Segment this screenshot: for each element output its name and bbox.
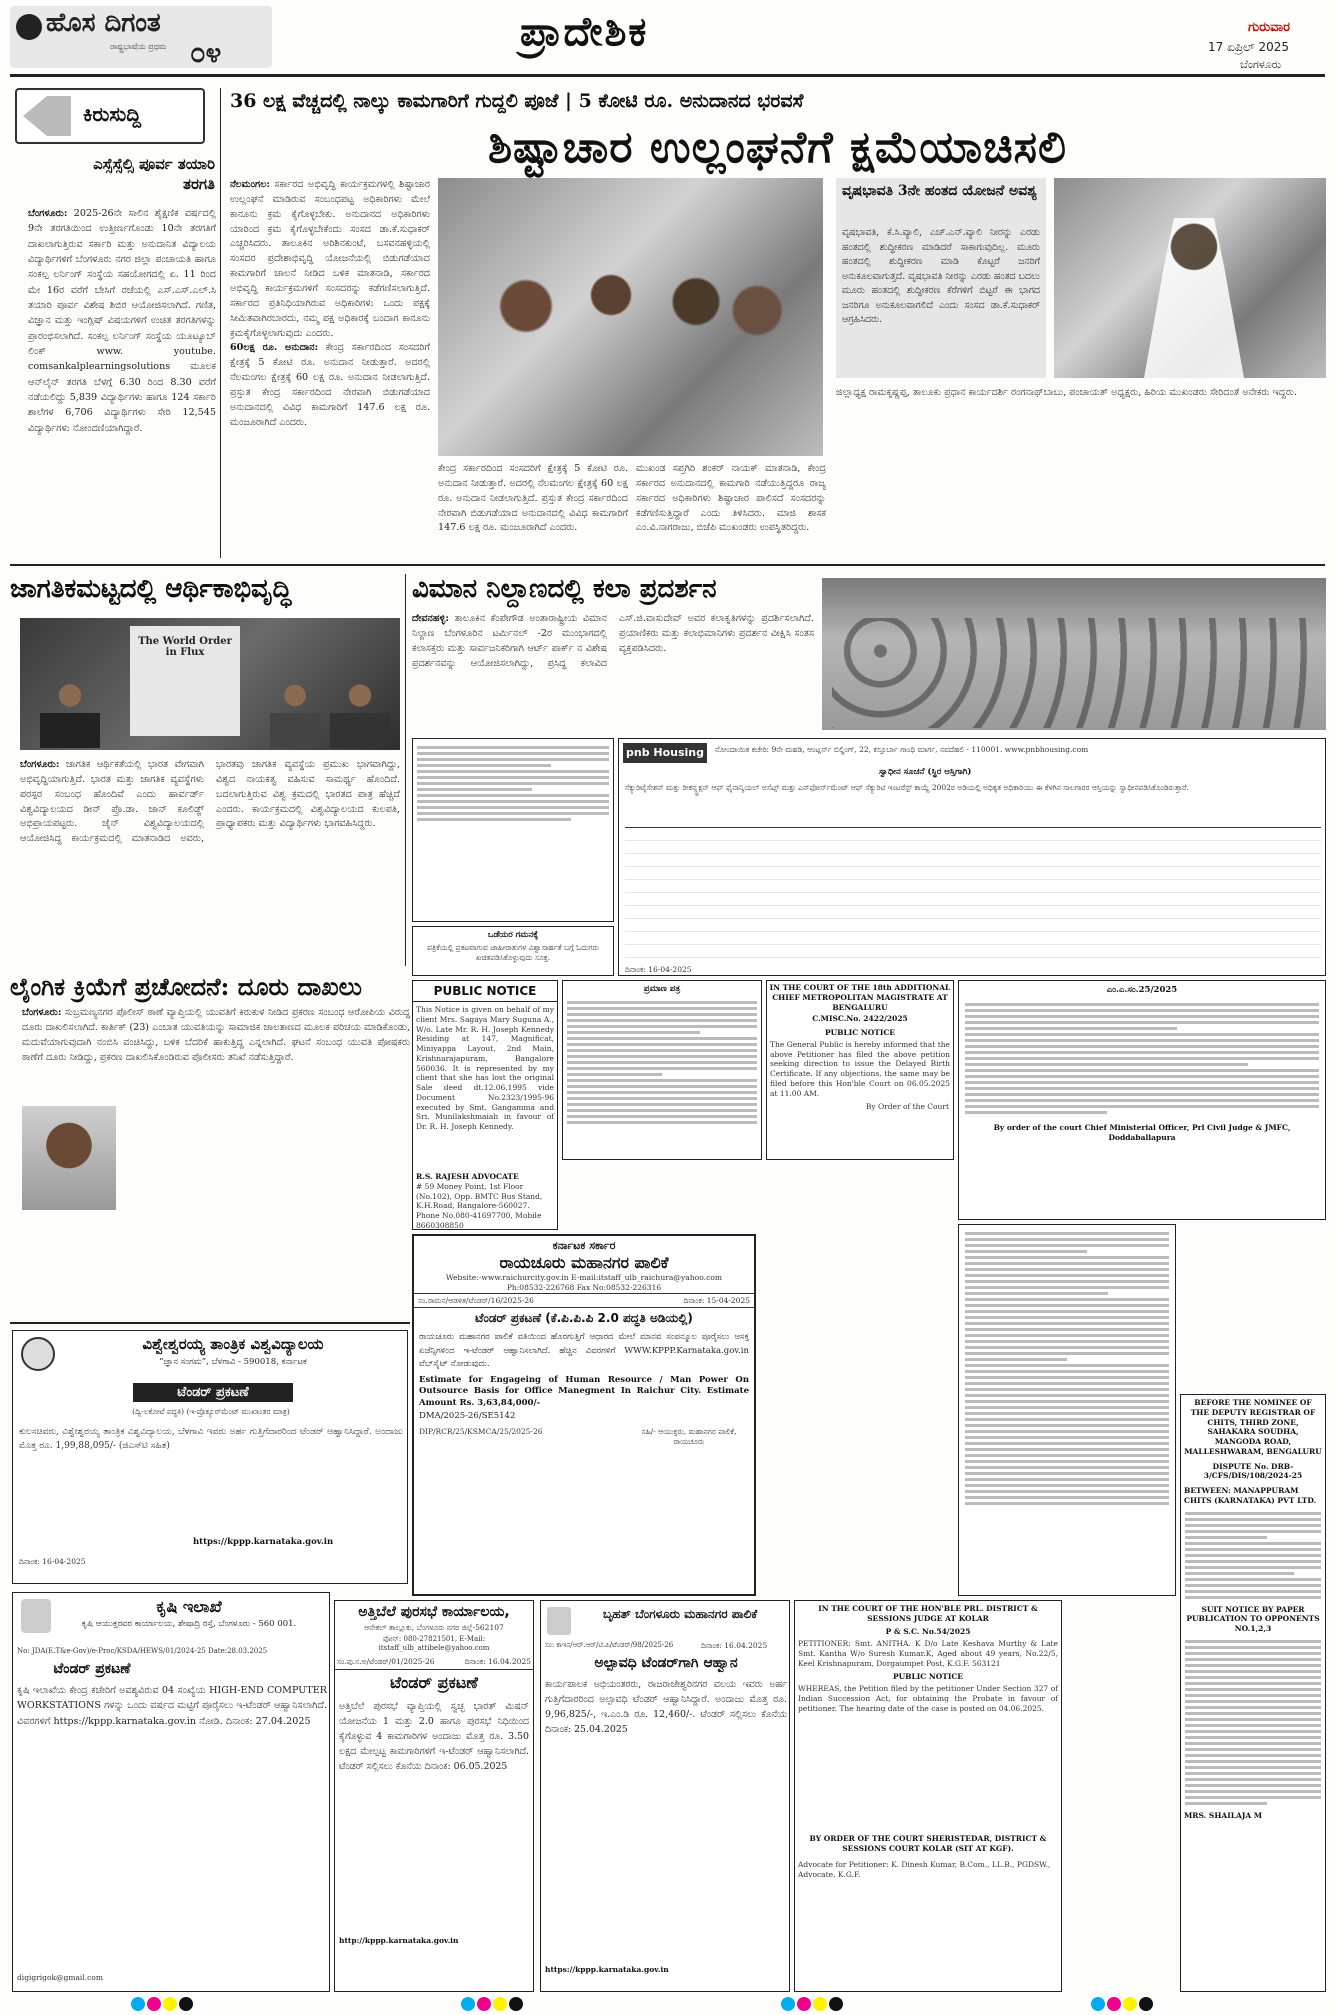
vtu-site[interactable]: https://kppp.karnataka.gov.in: [193, 1537, 334, 1547]
bbmp-date: ದಿನಾಂಕ: 16.04.2025: [701, 1641, 768, 1650]
krishi-title: ಟೆಂಡರ್ ಪ್ರಕಟಣೆ: [53, 1661, 131, 1677]
hand-icon: [23, 96, 71, 136]
court-notice-title: IN THE COURT OF THE 18th ADDITIONAL CHIEF METROPOLITAN MAGISTRATE AT BENGALURU: [769, 983, 951, 1012]
attibele-title: ಟೆಂಡರ್ ಪ್ರಕಟಣೆ: [390, 1672, 478, 1692]
print-marks: [130, 1996, 1230, 2008]
public-notice-title: PUBLIC NOTICE: [413, 981, 557, 1002]
attibele-site[interactable]: http://kppp.karnataka.gov.in: [339, 1935, 459, 1945]
column-divider: [220, 88, 221, 558]
raichur-indent: DMA/2025-26/SE5142: [419, 1411, 516, 1422]
bbmp-emblem-icon: [547, 1607, 571, 1635]
issue-day: ಗುರುವಾರ: [1248, 20, 1290, 35]
brand-logo: [10, 6, 272, 68]
vrushabhavathi-headline: ವೃಷಭಾವತಿ 3ನೇ ಹಂತದ ಯೋಜನೆ ಅವಶ್ಯ: [842, 183, 1037, 199]
chits-between: BETWEEN: MANAPPURAM CHITS (KARNATAKA) PVT LTD.: [1184, 1486, 1317, 1505]
economy-headline: ಜಾಗತಿಕಮಟ್ಟದಲ್ಲಿ ಆರ್ಥಿಕಾಭಿವೃದ್ಧಿ: [10, 574, 292, 604]
economy-photo: [20, 618, 400, 750]
brand-name: ಹೊಸ ದಿಗಂತ: [46, 8, 161, 38]
lead-body-col3: ಮುಖಂಡ ಸಪ್ತಗಿರಿ ಶಂಕರ್ ನಾಯಕ್ ಮಾತನಾಡಿ, ಕೇಂದ್ರ ಸರ್ಕಾರದ ಅನುದಾನದಲ್ಲಿ ಕಾಮಗಾರಿ ನಡೆಯುತ್ತಿದ್ದರೂ ರಾಜ್ಯ ಸರ್ಕಾರದ ಅಧಿಕಾರಿಗಳು ಶಿಷ್ಟಾಚಾರ ಪಾಲಿಸದೆ ಸಂಸದರನ್ನು ಕಡೆಗಣಿಸುತ್ತಿದ್ದಾರೆ ಎಂದು ತಿಳಿಸಿದರು. ಮಾಜಿ ಶಾಸಕ ಎಂ.ವಿ.ನಾಗರಾಜು, ಬಿಜೆಪಿ ಮುಖಂಡರು ಉಪಸ್ಥಿತರಿದ್ದರು.: [636, 463, 826, 534]
economy-banner: [130, 626, 240, 736]
vtu-name: ವಿಶ್ವೇಶ್ವರಯ್ಯ ತಾಂತ್ರಿಕ ವಿಶ್ವವಿದ್ಯಾಲಯ: [142, 1335, 324, 1353]
vrushabhavathi-panel: [836, 178, 1046, 378]
attibele-ref: ಸಂ.ಪು.ಸ.ಅ/ಟೆಂಡರ್/01/2025-26: [337, 1656, 435, 1666]
kolar-court-notice: [794, 1600, 1062, 1992]
court-notice-bengaluru: [766, 980, 954, 1160]
raichur-name: ರಾಯಚೂರು ಮಹಾನಗರ ಪಾಲಿಕೆ: [499, 1253, 669, 1272]
public-notice-body: This Notice is given on behalf of my client Mrs. Sagaya Mary Suguna A., W/o. Late Mr. R. H. Joseph Kennedy Residing at 147, Magnificat, Miniyappa Layout, 2nd Main, Krishnarajapuram, Bangalore 560036. It is represented by my client that she has lost the original Sale deed dt.12.06.1995 vide Document No.2323/1995-96 executed by Smt. Gangamma and Sri. Munilakshmaiah in favour of Dr. R. H. Joseph Kennedy.: [416, 1005, 554, 1131]
economy-banner-text: The World Order in Flux: [138, 636, 232, 658]
complaint-headline: ಲೈಂಗಿಕ ಕ್ರಿಯೆಗೆ ಪ್ರಚೋದನೆ: ದೂರು ದಾಖಲು: [10, 972, 362, 1001]
court-notice-subtitle: PUBLIC NOTICE: [824, 1028, 896, 1037]
vtu-body: ಕುಲಸಚಿವರು, ವಿಶ್ವೇಶ್ವರಯ್ಯ ತಾಂತ್ರಿಕ ವಿಶ್ವವಿದ್ಯಾಲಯ, ಬೆಳಗಾವಿ ಇವರು ಅರ್ಹ ಗುತ್ತಿಗೆದಾರರಿಂದ ಟೆಂಡರ್ ಆಹ್ವಾನಿಸಿದ್ದಾರೆ. ಅಂದಾಜು ಮೊತ್ತ ರೂ. 1,99,88,095/- (ಜಿಎಸ್‌ಟಿ ಸಹಿತ): [19, 1427, 403, 1452]
kolar-court-body: WHEREAS, the Petition filed by the petitioner Under Section 327 of Indian Succession Act, for obtaining the Probate in favour of petitioner. The hearing date of the case is posted on 04.06.2025.: [798, 1684, 1058, 1713]
airport-photo: [822, 578, 1326, 730]
bbmp-body: ಕಾರ್ಯಪಾಲಕ ಅಭಿಯಂತರರು, ರಾಜರಾಜೇಶ್ವರಿನಗರ ವಲಯ ಇವರು ಅರ್ಹ ಗುತ್ತಿಗೆದಾರರಿಂದ ಅಲ್ಪಾವಧಿ ಟೆಂಡರ್ ಆಹ್ವಾನಿಸಿದ್ದಾರೆ. ಅಂದಾಜು ಮೊತ್ತ ರೂ. 9,96,825/-, ಇ.ಎಂ.ಡಿ ರೂ. 12,460/-. ಟೆಂಡರ್ ಸಲ್ಲಿಸಲು ಕೊನೆಯ ದಿನಾಂಕ: 25.04.2025: [545, 1679, 787, 1736]
chits-notice: [1180, 1394, 1326, 1992]
prl-judge-notice: [958, 980, 1326, 1220]
right-notice-kannada: [958, 1224, 1176, 1596]
loss-notice-body: ಪತ್ರಿಕೆಯಲ್ಲಿ ಪ್ರಕಟವಾಗುವ ಜಾಹೀರಾತುಗಳ ವಿಶ್ವಾಸಾರ್ಹತೆ ಬಗ್ಗೆ ಓದುಗರು ಖಚಿತಪಡಿಸಿಕೊಳ್ಳುವುದು ಸೂಕ್ತ.: [427, 943, 599, 963]
kolar-court-petitioner: PETITIONER: Smt. ANITHA. K D/o Late Keshava Murthy & Late Smt. Kantha W/o Suresh Kumar.K, Aged about 49 years, No.22/5, Keel Krishnapuram, Dorgaumpet Post, K.G.F. 563121: [798, 1639, 1058, 1668]
attibele-name: ಅತ್ತಿಬೆಲೆ ಪುರಸಭೆ ಕಾರ್ಯಾಲಯ,: [358, 1604, 510, 1620]
vtu-logo-icon: [21, 1337, 55, 1371]
raichur-sign: ಸಹಿ/- ಆಯುಕ್ತರು, ಮಹಾನಗರ ಪಾಲಿಕೆ, ರಾಯಚೂರು: [641, 1426, 737, 1446]
jahiru-notice: [562, 980, 762, 1160]
color-mark: [130, 1996, 194, 2015]
color-mark: [460, 1996, 524, 2015]
chits-subtitle: SUIT NOTICE BY PAPER PUBLICATION TO OPPONENTS NO.1,2,3: [1186, 1604, 1320, 1633]
vtu-tender-ad: [12, 1330, 408, 1584]
raichur-body: ರಾಯಚೂರು ಮಹಾನಗರ ಪಾಲಿಕೆ ವತಿಯಿಂದ ಹೊರಗುತ್ತಿಗೆ ಆಧಾರದ ಮೇಲೆ ಮಾನವ ಸಂಪನ್ಮೂಲ ಪೂರೈಸಲು ಆಸಕ್ತ ಏಜೆನ್ಸಿಗಳಿಂದ ಇ-ಟೆಂಡರ್ ಆಹ್ವಾನಿಸಲಾಗಿದೆ. ಹೆಚ್ಚಿನ ವಿವರಗಳಿಗೆ WWW.KPPP.Karnataka.gov.in ವೆಬ್‌ಸೈಟ್ ನೋಡುವುದು.: [419, 1332, 749, 1369]
crowd-group: [832, 618, 1316, 728]
bbmp-name: ಬೃಹತ್ ಬೆಂಗಳೂರು ಮಹಾನಗರ ಪಾಲಿಕೆ: [602, 1607, 758, 1621]
kolar-court-subtitle: PUBLIC NOTICE: [892, 1671, 964, 1681]
krishi-sub: ಕೃಷಿ ಆಯುಕ್ತರವರ ಕಾರ್ಯಾಲಯ, ಶೇಷಾದ್ರಿ ರಸ್ತೆ, ಬೆಂಗಳೂರು - 560 001.: [81, 1619, 297, 1629]
court-notice-sign: By Order of the Court: [865, 1102, 949, 1112]
panel-speaker: [270, 678, 320, 748]
kirusuddi-badge: [15, 88, 205, 144]
panel-speaker: [330, 678, 390, 748]
kolar-court-sign: BY ORDER OF THE COURT SHERISTEDAR, DISTRICT & SESSIONS COURT KOLAR (SIT AT KGF).: [809, 1834, 1047, 1853]
vrushabhavathi-photo: [1054, 178, 1326, 378]
vrushabhavathi-box: [836, 178, 1326, 378]
kolar-court-title: IN THE COURT OF THE HON'BLE PRL. DISTRICT & SESSIONS JUDGE AT KOLAR: [818, 1604, 1038, 1623]
page-number: ೦೪: [190, 36, 222, 69]
vtu-title: ಟೆಂಡರ್ ಪ್ರಕಟಣೆ: [133, 1383, 293, 1402]
krishi-email[interactable]: digigrigok@gmail.com: [17, 1973, 103, 1982]
krishi-tender-ad: [12, 1592, 330, 1992]
attibele-body: ಅತ್ತಿಬೆಲೆ ಪುರಸಭೆ ವ್ಯಾಪ್ತಿಯಲ್ಲಿ ಸ್ವಚ್ಛ ಭಾರತ್ ಮಿಷನ್ ಯೋಜನೆಯ 1 ಮತ್ತು 2.0 ಹಾಗೂ ಪುರಸಭೆ ನಿಧಿಯಿಂದ ಕೈಗೊಳ್ಳುವ 4 ಕಾಮಗಾರಿಗಳ ಅಂದಾಜು ಮೊತ್ತ ರೂ. 3.50 ಲಕ್ಷದ ಮೇಲ್ಪಟ್ಟ ಕಾಮಗಾರಿಗಳಿಗೆ ಇ-ಟೆಂಡರ್ ಆಹ್ವಾನಿಸಲಾಗಿದೆ. ಟೆಂಡರ್ ಸಲ್ಲಿಸಲು ಕೊನೆಯ ದಿನಾಂಕ: 06.05.2025: [339, 1700, 529, 1772]
complaint-body: ಬೆಂಗಳೂರು: ಸುಬ್ರಮಣ್ಯನಗರ ಪೊಲೀಸ್ ಠಾಣೆ ವ್ಯಾಪ್ತಿಯಲ್ಲಿ ಯುವತಿಗೆ ಕಿರುಕುಳ ನೀಡಿದ ಪ್ರಕರಣ ಸಂಬಂಧ ಆರೋಪಿಯ ವಿರುದ್ಧ ದೂರು ದಾಖಲಿಸಲಾಗಿದೆ. ಕಾರ್ತಿಕ್ (23) ಎಂಬಾತ ಯುವತಿಯನ್ನು ಸಾಮಾಜಿಕ ಜಾಲತಾಣದ ಮೂಲಕ ಪರಿಚಯ ಮಾಡಿಕೊಂಡು, ಮದುವೆಯಾಗುವುದಾಗಿ ನಂಬಿಸಿ ವಂಚಿಸಿದ್ದು, ಬಳಿಕ ಬೆದರಿಕೆ ಹಾಕುತ್ತಿದ್ದ ಎನ್ನಲಾಗಿದೆ. ಘಟನೆ ಸಂಬಂಧ ಯುವತಿ ಪೋಷಕರು ಠಾಣೆಗೆ ದೂರು ನೀಡಿದ್ದು, ಪ್ರಕರಣ ದಾಖಲಿಸಿಕೊಂಡಿರುವ ಪೊಲೀಸರು ತನಿಖೆ ನಡೆಸುತ್ತಿದ್ದಾರೆ.: [22, 1007, 410, 1063]
notice-box-small: [412, 738, 614, 922]
section-rule-1: [10, 564, 1325, 566]
vtu-sub: “ಜ್ಞಾನ ಸಂಗಮ”, ಬೆಳಗಾವಿ - 590018, ಕರ್ನಾಟಕ: [159, 1357, 307, 1367]
kirusuddi-body: ಬೆಂಗಳೂರು: 2025-26ನೇ ಸಾಲಿನ ಶೈಕ್ಷಣಿಕ ವರ್ಷದಲ್ಲಿ 9ನೇ ತರಗತಿಯಿಂದ ಉತ್ತೀರ್ಣಗೊಂಡು 10ನೇ ತರಗತಿಗೆ ದಾಖಲಾಗುತ್ತಿರುವ ಸರ್ಕಾರಿ ಮತ್ತು ಅನುದಾನಿತ ವಿದ್ಯಾಲಯ ವಿದ್ಯಾರ್ಥಿಗಳಿಗೆ ಬೆಂಗಳೂರು ನಗರ ಜಿಲ್ಲಾ ಪಂಚಾಯತಿ ಹಾಗೂ ಸಂಕಲ್ಪ ಲರ್ನಿಂಗ್ ಸಂಸ್ಥೆಯ ಸಹಯೋಗದಲ್ಲಿ ಏ. 11 ರಿಂದ ಮೇ 16ರ ವರೆಗೆ ಬೇಸಿಗೆ ರಜೆಯಲ್ಲಿ ಎಸ್.ಎಸ್.ಎಲ್.ಸಿ ತಯಾರಿ ಪೂರ್ವ ವಿಶೇಷ ಶಿಬಿರ ಆಯೋಜಿಸಲಾಗಿದೆ. ಗಣಿತ, ವಿಜ್ಞಾನ ಮತ್ತು ಇಂಗ್ಲಿಷ್ ವಿಷಯಗಳಿಗೆ ಉಚಿತ ತರಗತಿಗಳನ್ನು ಪ್ರಾರಂಭಿಸಲಾಗಿದೆ. ಸಂಕಲ್ಪ ಲರ್ನಿಂಗ್ ಸಂಸ್ಥೆಯ ಯೂಟ್ಯೂಬ್ ಲಿಂಕ್ www. youtube. comsankalplearningsolutions ಮೂಲಕ ಆನ್‌ಲೈನ್ ತರಗತಿ ಬೆಳಗ್ಗೆ 6.30 ರಿಂದ 8.30 ವರೆಗೆ ನಡೆಯಲಿದ್ದು 5,839 ವಿದ್ಯಾರ್ಥಿಗಳು ಹಾಗೂ 124 ಸರ್ಕಾರಿ ಶಾಲೆಗಳ 6,706 ವಿದ್ಯಾರ್ಥಿಗಳು ಸೇರಿ 12,545 ವಿದ್ಯಾರ್ಥಿಗಳು ನೋಂದಣಿಯಾಗಿದ್ದಾರೆ.: [28, 208, 216, 434]
chits-sign: MRS. SHAILAJA M: [1184, 1810, 1263, 1820]
airport-body: ದೇವನಹಳ್ಳಿ: ತಾಲೂಕಿನ ಕೆಂಪೇಗೌಡ ಅಂತಾರಾಷ್ಟ್ರೀಯ ವಿಮಾನ ನಿಲ್ದಾಣ ಬೆಂಗಳೂರಿನ ಟರ್ಮಿನಲ್ -2ರ ಮುಂಭಾಗದಲ್ಲಿ ಕಲಾಸಕ್ತರು ಮತ್ತು ಸಾರ್ವಜನಿಕರಿಗಾಗಿ ಆರ್ಟ್ ಪಾರ್ಕ್ ನ ವಿಶೇಷ ಪ್ರದರ್ಶನವನ್ನು ಆಯೋಜಿಸಲಾಗಿದ್ದು, ಪ್ರಸಿದ್ಧ ಕಲಾವಿದ ಎಸ್.ಜಿ.ವಾಸುದೇವ್ ಅವರ ಕಲಾಕೃತಿಗಳನ್ನು ಪ್ರದರ್ಶಿಸಲಾಗಿದೆ. ಪ್ರಯಾಣಿಕರು ಮತ್ತು ಕಲಾಭಿಮಾನಿಗಳು ಪ್ರದರ್ಶನ ವೀಕ್ಷಿಸಿ ಸಂತಸ ವ್ಯಕ್ತಪಡಿಸಿದರು.: [412, 613, 814, 669]
public-notice-ad: [412, 980, 558, 1230]
pnb-body: ಸೆಕ್ಯುರಿಟೈಸೇಶನ್ ಮತ್ತು ರೀಕನ್ಸ್ಟ್ರಕ್ಷನ್ ಆಫ್ ಫೈನಾನ್ಶಿಯಲ್ ಅಸೆಟ್ಸ್ ಮತ್ತು ಎನ್‌ಫೋರ್ಸ್‌ಮೆಂಟ್ ಆಫ್ ಸೆಕ್ಯುರಿಟಿ ಇಂಟರೆಸ್ಟ್ ಕಾಯ್ದೆ 2002ರ ಅಡಿಯಲ್ಲಿ ಅಧಿಕೃತ ಅಧಿಕಾರಿಯು ಈ ಕೆಳಗಿನ ಸಾಲಗಾರರ ಆಸ್ತಿಯನ್ನು ಸ್ವಾಧೀನಪಡಿಸಿಕೊಂಡಿರುತ್ತಾರೆ.: [625, 783, 1189, 792]
kolar-court-advocate: Advocate for Petitioner: K. Dinesh Kumar, B.Com., LL.B., PGDSW., Advocate, K.G.F.: [798, 1859, 1051, 1879]
court-notice-case: C.MISC.No. 2422/2025: [812, 1014, 908, 1024]
vtu-subtitle: (ದ್ವಿ-ಲಕೋಟೆ ಪದ್ಧತಿ) (ಇ-ಪ್ರೊಕ್ಯೂರ್‌ಮೆಂಟ್ ಮುಖಾಂತರ ಮಾತ್ರ): [132, 1407, 290, 1416]
lead-photo: [438, 178, 823, 456]
raichur-tender-ad: [412, 1234, 756, 1596]
krishi-ref: No: JDA(E.T&e-Gov)/e-Proc/KSDA/HEWS/01/2024-25 Date:28.03.2025: [17, 1647, 268, 1655]
raichur-contact: Website:-www.raichurcity.gov.in E-mail:itstaff_ulb_raichura@yahoo.com: [445, 1273, 723, 1282]
attibele-tender-ad: [334, 1600, 534, 1992]
color-mark: [780, 1996, 844, 2015]
prl-judge-case: ಎಂ.ಎ.ಸಂ.25/2025: [1106, 985, 1178, 995]
kirusuddi-column: [10, 88, 215, 568]
loss-notice-box: [412, 926, 614, 976]
lead-headline: ಶಿಷ್ಟಾಚಾರ ಉಲ್ಲಂಘನೆಗೆ ಕ್ಷಮೆಯಾಚಿಸಲಿ: [487, 122, 1068, 173]
kirusuddi-headline: ಎಸ್ಸೆಸ್ಸೆಲ್ಸಿ ಪೂರ್ವ ತಯಾರಿ ತರಗತಿ: [93, 155, 215, 194]
attibele-sub: ಆನೇಕಲ್ ತಾಲ್ಲೂಕು, ಬೆಂಗಳೂರು ನಗರ ಜಿಲ್ಲೆ-562107: [364, 1623, 504, 1632]
issue-date: 17 ಏಪ್ರಿಲ್ 2025: [1208, 40, 1290, 54]
public-notice-address: # 59 Money Point, 1st Floor (No.102), Opp. BMTC Bus Stand, K.H.Road, Bangalore-560027. Phone No.080-41697700, Mobile 8660308850: [416, 1181, 543, 1230]
brand-tagline: ರಾಷ್ಟ್ರಭಾಷೆಯ ಪ್ರಥಮ: [110, 42, 167, 51]
photo-people: [458, 218, 798, 438]
pnb-table: [625, 827, 1321, 963]
bbmp-ref: ಸಂ: ಕಾಇಸ/ಆರ್.ಆರ್/ಟಿ.ಪಿ/ಟೆಂಡರ್/98/2025-26: [545, 1641, 674, 1649]
court-notice-body: The General Public is hereby informed that the above Petitioner has filed the above petition seeking direction to issue the Delayed Birth Certificate. If any objections, the same may be filed before this Hon'ble Court on 06.05.2025 at 11.00 AM.: [770, 1039, 950, 1098]
prl-judge-sign: By order of the court Chief Ministerial Officer, Prl Civil Judge & JMFC, Doddaballapura: [993, 1123, 1291, 1143]
section-rule-2: [10, 1322, 410, 1324]
lead-kicker: 36 ಲಕ್ಷ ವೆಚ್ಚದಲ್ಲಿ ನಾಲ್ಕು ಕಾಮಗಾರಿಗೆ ಗುದ್ದಲಿ ಪೂಜೆ | 5 ಕೋಟಿ ರೂ. ಅನುದಾನದ ಭರವಸೆ: [230, 90, 804, 112]
pnb-subtitle: ಸ್ವಾಧೀನ ಸೂಚನೆ (ಸ್ಥಿರ ಆಸ್ತಿಗಾಗಿ): [879, 767, 972, 777]
raichur-ref: ಸಂ.ರಾಮನ/ಆಡಳಿತ/ಟೆಂಡರ್/16/2025-26: [418, 1295, 534, 1305]
brand-emblem-icon: [16, 14, 42, 40]
color-mark: [1090, 1996, 1154, 2015]
raichur-state: ಕರ್ನಾಟಕ ಸರ್ಕಾರ: [552, 1239, 616, 1252]
public-notice-advocate: R.S. RAJESH ADVOCATE: [416, 1172, 519, 1181]
bbmp-site[interactable]: https://kppp.karnataka.gov.in: [545, 1965, 669, 1974]
lead-body-col1: ನೆಲಮಂಗಲ: ಸರ್ಕಾರದ ಅಭಿವೃದ್ಧಿ ಕಾರ್ಯಕ್ರಮಗಳಲ್ಲಿ ಶಿಷ್ಟಾಚಾರ ಉಲ್ಲಂಘನೆ ಮಾಡಿರುವ ಸಂಬಂಧಪಟ್ಟ ಅಧಿಕಾರಿಗಳು ಮೇಲೆ ಕಾನೂನು ಕ್ರಮ ಕೈಗೊಳ್ಳಬೇಕು. ಅನುದಾನದ ಅಧಿಕಾರಿಗಳು ಯಾರಿಂದ ಕ್ರಮ ಕೈಗೊಳ್ಳಬೇಕೆಂದು ಸಂಸದ ಡಾ.ಕೆ.ಸುಧಾಕರ್ ಎಚ್ಚರಿಸಿದರು. ತಾಲೂಕಿನ ಅರಿಶಿನಕುಂಟೆ, ಬಸವನಹಳ್ಳಿಯಲ್ಲಿ ಸಂಸದರ ಪ್ರದೇಶಾಭಿವೃದ್ಧಿ ಯೋಜನೆಯಲ್ಲಿ ಬಿಡುಗಡೆಯಾದ ಕಾಮಗಾರಿಗೆ ಚಾಲನೆ ನೀಡಿದ ಬಳಿಕ ಮಾತನಾಡಿ, ಸರ್ಕಾರದ ಅಭಿವೃದ್ಧಿ ಕಾರ್ಯಕ್ರಮಗಳಿಗೆ ಸಂಸದರನ್ನು ಕಡೆಗಣಿಸಲಾಗುತ್ತಿದೆ. ಸರ್ಕಾರದ ಪ್ರತಿನಿಧಿಯಾಗಿರುವ ಅಧಿಕಾರಿಗಳು ಒಂದು ಪಕ್ಷಕ್ಕೆ ಸೀಮಿತವಾಗಿರಬಾರದು, ನಮ್ಮ ಪಕ್ಷ ಅಧಿಕಾರಕ್ಕೆ ಬಂದಾಗ ಕಾನೂನು ಕ್ರಮಕೈಗೊಳ್ಳಲಾಗುವುದು ಎಂದರು. 60ಲಕ್ಷ ರೂ. ಅನುದಾನ: ಕೇಂದ್ರ ಸರ್ಕಾರದಿಂದ ಸಂಸದರಿಗೆ ಕ್ಷೇತ್ರಕ್ಕೆ 5 ಕೋಟಿ ರೂ. ಅನುದಾನ ನೀಡುತ್ತಾರೆ. ಅದರಲ್ಲಿ ನೆಲಮಂಗಲ ಕ್ಷೇತ್ರಕ್ಕೆ 60 ಲಕ್ಷ ರೂ. ಅನುದಾನ ನೀಡಲಾಗುತ್ತಿದೆ. ಪ್ರಸ್ತುತ ಕೇಂದ್ರ ಸರ್ಕಾರದಿಂದ ನೇರವಾಗಿ ಬಿಡುಗಡೆಯಾದ ಅನುದಾನದಲ್ಲಿ ವಿವಿಧ ಕಾಮಗಾರಿಗೆ 147.6 ಲಕ್ಷ ರೂ. ಮಂಜೂರಾಗಿದೆ ಎಂದರು.: [230, 179, 430, 428]
jahiru-title: ಪ್ರಮಾಣ ಪತ್ರ: [643, 984, 681, 994]
pnb-housing-ad: [618, 738, 1326, 976]
pnb-logo: pnb Housing: [623, 743, 707, 763]
raichur-title: ಟೆಂಡರ್ ಪ್ರಕಟಣೆ (ಕೆ.ಪಿ.ಪಿ.ಪಿ 2.0 ಪದ್ಧತಿ ಅಡಿಯಲ್ಲಿ): [475, 1311, 693, 1326]
issue-city: ಬೆಂಗಳೂರು: [1240, 58, 1282, 71]
raichur-dip: DIP/RCR/25/KSMCA/25/2025-26: [419, 1426, 543, 1436]
section-title: ಪ್ರಾದೇಶಿಕ: [520, 8, 649, 55]
vrushabhavathi-body: ವೃಷಭಾವತಿ, ಕೆ.ಸಿ.ವ್ಯಾಲಿ, ಎಚ್.ಎನ್.ವ್ಯಾಲಿ ನೀರನ್ನು ಎರಡು ಹಂತದಲ್ಲಿ ಶುದ್ಧೀಕರಣ ಮಾಡಿದರೆ ಸಾಕಾಗುವುದಿಲ್ಲ. ಮೂರು ಹಂತದಲ್ಲಿ ಶುದ್ಧೀಕರಣ ಮಾಡಿ ಕೊಟ್ಟರೆ ಜನರಿಗೆ ಅನುಕೂಲವಾಗುತ್ತದೆ. ವೃಷಭಾವತಿ ನೀರನ್ನು ಎರಡು ಹಂತದ ಬದಲು ಮೂರು ಹಂತದಲ್ಲಿ ಶುದ್ಧೀಕರಣ ಕೆರೆಗಳಿಗೆ ಬಿಟ್ಟರೆ ಈ ಭಾಗದ ಜನರಿಗೂ ಅನುಕೂಲವಾಗಲಿದೆ ಎಂದು ಸಂಸದ ಡಾ.ಕೆ.ಸುಧಾಕರ್ ಆಗ್ರಹಿಸಿದರು.: [842, 227, 1040, 326]
raichur-date: ದಿನಾಂಕ: 15-04-2025: [683, 1295, 750, 1305]
loss-notice-title: ಒಡೆಯರ ಗಮನಕ್ಕೆ: [487, 930, 539, 940]
krishi-emblem-icon: [21, 1599, 51, 1633]
panel-speaker: [40, 678, 100, 748]
vrushabhavathi-body2: ಜಿಲ್ಲಾಧ್ಯಕ್ಷ ರಾಮಕೃಷ್ಣಪ್ಪ, ತಾಲೂಕು ಪ್ರಧಾನ ಕಾರ್ಯದರ್ಶಿ ರಂಗನಾಥ್‌ಬಾಬು, ಪಂಚಾಯತ್ ಅಧ್ಯಕ್ಷರು, ಹಿರಿಯ ಮುಖಂಡರು ಸೇರಿದಂತೆ ಅನೇಕರು ಇದ್ದರು.: [836, 387, 1298, 398]
masthead: [0, 0, 1335, 78]
kolar-court-case: P & S.C. No.54/2025: [885, 1626, 971, 1636]
chits-title: BEFORE THE NOMINEE OF THE DEPUTY REGISTRAR OF CHITS, THIRD ZONE, SAHAKARA SOUDHA, MANGODA ROAD, MALLESHWARAM, BENGALURU: [1184, 1398, 1322, 1456]
speaker-figure: [1144, 218, 1244, 378]
masthead-rule: [10, 74, 1325, 77]
bbmp-title: ಅಲ್ಪಾವಧಿ ಟೆಂಡರ್‌ಗಾಗಿ ಆಹ್ವಾನ: [594, 1655, 738, 1671]
airport-headline: ವಿಮಾನ ನಿಲ್ದಾಣದಲ್ಲಿ ಕಲಾ ಪ್ರದರ್ಶನ: [412, 574, 717, 604]
column-divider: [405, 574, 406, 966]
economy-body: ಬೆಂಗಳೂರು: ಜಾಗತಿಕ ಆರ್ಥಿಕತೆಯಲ್ಲಿ ಭಾರತ ವೇಗವಾಗಿ ಅಭಿವೃದ್ಧಿಯಾಗುತ್ತಿದೆ. ಭಾರತ ಮತ್ತು ಜಾಗತಿಕ ವ್ಯವಸ್ಥೆಗಳು ಪರಸ್ಪರ ಸಂಬಂಧ ಹೊಂದಿವೆ ಎಂದು ಹಾರ್ವರ್ಡ್ ವಿಶ್ವವಿದ್ಯಾಲಯದ ಡೀನ್ ಪ್ರೊ.ಡಾ. ಜಾನ್ ಕೂಲಿಡ್ಜ್ ಅಭಿಪ್ರಾಯಪಟ್ಟರು. ಜೈನ್ ವಿಶ್ವವಿದ್ಯಾಲಯದಲ್ಲಿ ಆಯೋಜಿಸಿದ್ದ ಕಾರ್ಯಕ್ರಮದಲ್ಲಿ ಮಾತನಾಡಿದ ಅವರು, ಭಾರತವು ಜಾಗತಿಕ ವ್ಯವಸ್ಥೆಯ ಪ್ರಮುಖ ಭಾಗವಾಗಿದ್ದು, ವಿಶ್ವದ ನಾಯಕತ್ವ ವಹಿಸುವ ಸಾಮರ್ಥ್ಯ ಹೊಂದಿದೆ. ಬದಲಾಗುತ್ತಿರುವ ವಿಶ್ವ ಕ್ರಮದಲ್ಲಿ ಭಾರತದ ಪಾತ್ರ ಹೆಚ್ಚಿದೆ ಎಂದರು. ಕಾರ್ಯಕ್ರಮದಲ್ಲಿ ವಿಶ್ವವಿದ್ಯಾಲಯದ ಕುಲಪತಿ, ಪ್ರಾಧ್ಯಾಪಕರು ಮತ್ತು ವಿದ್ಯಾರ್ಥಿಗಳು ಭಾಗವಹಿಸಿದ್ದರು.: [20, 759, 400, 845]
kirusuddi-label: ಕಿರುಸುದ್ದಿ: [83, 102, 142, 126]
chits-case: DISPUTE No. DRB-3/CFS/DIS/108/2024-25: [1203, 1461, 1303, 1481]
bbmp-tender-ad: [540, 1600, 790, 1992]
vtu-date: ದಿನಾಂಕ: 16-04-2025: [19, 1557, 86, 1566]
krishi-name: ಕೃಷಿ ಇಲಾಖೆ: [156, 1597, 222, 1616]
pnb-title: ನೋಂದಾಯಿತ ಕಚೇರಿ: 9ನೇ ಮಹಡಿ, ಆಂಟ್ಲರ್ಸ್ ಬಿಲ್ಡಿಂಗ್, 22, ಕಸ್ತೂರ್ಬಾ ಗಾಂಧಿ ಮಾರ್ಗ, ನವದೆಹಲಿ - 110001. www.pnbhousing.com: [715, 745, 1089, 754]
lead-body-col2: ಕೇಂದ್ರ ಸರ್ಕಾರದಿಂದ ಸಂಸದರಿಗೆ ಕ್ಷೇತ್ರಕ್ಕೆ 5 ಕೋಟಿ ರೂ. ಅನುದಾನ ನೀಡುತ್ತಾರೆ. ಅದರಲ್ಲಿ ನೆಲಮಂಗಲ ಕ್ಷೇತ್ರಕ್ಕೆ 60 ಲಕ್ಷ ರೂ. ಅನುದಾನ ನೀಡಲಾಗುತ್ತಿದೆ. ಪ್ರಸ್ತುತ ಕೇಂದ್ರ ಸರ್ಕಾರದಿಂದ ನೇರವಾಗಿ ಬಿಡುಗಡೆಯಾದ ಅನುದಾನದಲ್ಲಿ ವಿವಿಧ ಕಾಮಗಾರಿಗೆ 147.6 ಲಕ್ಷ ರೂ. ಮಂಜೂರಾಗಿದೆ ಎಂದರು.: [438, 463, 628, 534]
raichur-estimate: Estimate for Engageing of Human Resource / Man Power On Outsource Basis for Office Manegment In Raichur City. Estimate Amount Rs. 3,63,84,000/-: [419, 1374, 749, 1408]
attibele-contact: ಫೋನ್: 080-27821501, E-Mail: itstaff_ulb_attibele@yahoo.com: [378, 1634, 490, 1652]
attibele-date: ದಿನಾಂಕ: 16.04.2025: [464, 1656, 531, 1666]
pnb-date: ದಿನಾಂಕ: 16-04-2025: [625, 965, 692, 974]
krishi-body: ಕೃಷಿ ಇಲಾಖೆಯ ಕೇಂದ್ರ ಕಚೇರಿಗೆ ಅವಶ್ಯವಿರುವ 04 ಸಂಖ್ಯೆಯ HIGH-END COMPUTER WORKSTATIONS ಗಳನ್ನು ಒಂದು ವರ್ಷದ ಮಟ್ಟಿಗೆ ಪೂರೈಸಲು ಇ-ಟೆಂಡರ್ ಆಹ್ವಾನಿಸಲಾಗಿದೆ. ವಿವರಗಳಿಗೆ https://kppp.karnataka.gov.in ನೋಡಿ. ದಿನಾಂಕ: 27.04.2025: [17, 1685, 327, 1727]
raichur-phone: Ph:08532-226768 Fax No:08532-226316: [506, 1282, 662, 1292]
